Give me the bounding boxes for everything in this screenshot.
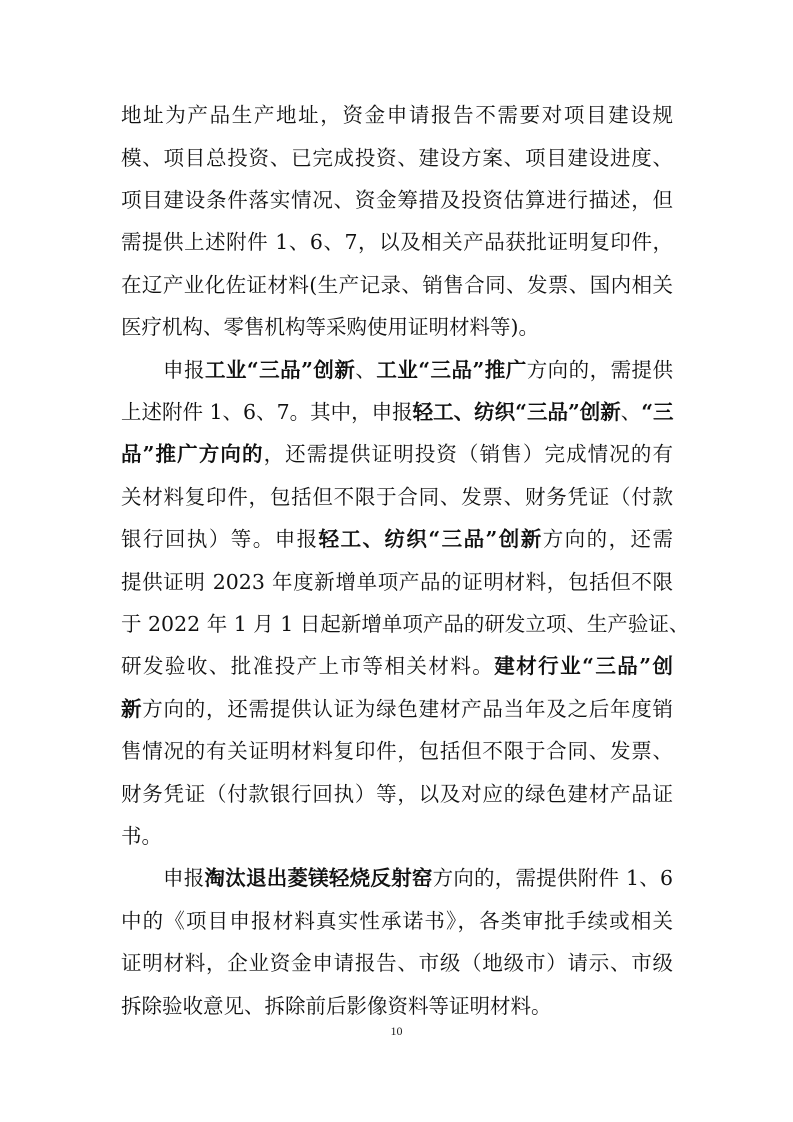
bold-term: “三 bbox=[641, 400, 674, 424]
text-line bbox=[121, 95, 673, 135]
bold-term: 轻工、纺织“三品”创新 bbox=[412, 400, 621, 424]
text-line bbox=[121, 477, 673, 517]
text-run: 、 bbox=[355, 358, 377, 382]
text-line bbox=[121, 307, 673, 347]
text-line bbox=[121, 222, 673, 262]
text-run: 医疗机构、零售机构等采购使用证明材料等)。 bbox=[121, 315, 539, 339]
bold-term: 工业“三品”推广 bbox=[376, 358, 527, 382]
text-run: 项目建设条件落实情况、资金筹措及投资估算进行描述，但 bbox=[121, 188, 673, 212]
text-line bbox=[121, 731, 673, 771]
text-run: 地址为产品生产地址，资金申请报告不需要对项目建设规 bbox=[121, 103, 673, 127]
bold-term: 淘汰退出菱镁轻烧反射窑 bbox=[204, 866, 433, 890]
text-run: 关材料复印件，包括但不限于合同、发票、财务凭证（付款 bbox=[121, 485, 673, 509]
bold-term: 新 bbox=[121, 697, 143, 721]
text-run: ，还需提供证明投资（销售）完成情况的有 bbox=[263, 442, 674, 466]
page-number: 10 bbox=[390, 1024, 403, 1038]
text-run: 方向的，需提供附件 1、6 bbox=[432, 866, 674, 890]
text-run: 银行回执）等。申报 bbox=[121, 527, 319, 551]
text-line bbox=[121, 392, 673, 432]
text-line bbox=[163, 350, 673, 390]
text-line bbox=[121, 646, 673, 686]
text-run: 方向的，还需提供认证为绿色建材产品当年及之后年度销 bbox=[142, 697, 674, 721]
text-run: 、 bbox=[620, 400, 642, 424]
bold-term: 品”推广方向的 bbox=[121, 442, 264, 466]
text-run: 方向的，还需 bbox=[542, 527, 673, 551]
text-run: 书。 bbox=[121, 824, 162, 848]
text-run: 方向的，需提供 bbox=[526, 358, 674, 382]
text-run: 上述附件 1、6、7。其中，申报 bbox=[121, 400, 413, 424]
bold-term: 建材行业“三品”创 bbox=[494, 654, 673, 678]
text-run: 申报 bbox=[163, 866, 205, 890]
text-line bbox=[121, 519, 673, 559]
text-line bbox=[121, 562, 673, 602]
text-line bbox=[121, 265, 673, 305]
text-line bbox=[163, 858, 673, 898]
text-run: 在辽产业化佐证材料(生产记录、销售合同、发票、国内相关 bbox=[121, 273, 673, 297]
text-line bbox=[121, 774, 673, 814]
text-run: 财务凭证（付款银行回执）等，以及对应的绿色建材产品证 bbox=[121, 782, 673, 806]
text-run: 提供证明 2023 年度新增单项产品的证明材料，包括但不限 bbox=[121, 570, 673, 594]
text-line bbox=[121, 604, 690, 644]
text-line bbox=[121, 986, 673, 1026]
text-run: 中的《项目申报材料真实性承诺书》，各类审批手续或相关 bbox=[121, 909, 673, 933]
text-run: 模、项目总投资、已完成投资、建设方案、项目建设进度、 bbox=[121, 146, 673, 170]
text-line bbox=[121, 689, 673, 729]
bold-term: 工业“三品”创新 bbox=[204, 358, 356, 382]
text-line bbox=[121, 901, 673, 941]
text-line bbox=[121, 816, 673, 856]
text-run: 需提供上述附件 1、6、7，以及相关产品获批证明复印件， bbox=[121, 230, 673, 254]
bold-term: 轻工、纺织“三品”创新 bbox=[318, 527, 543, 551]
text-run: 拆除验收意见、拆除前后影像资料等证明材料。 bbox=[121, 994, 552, 1018]
text-line bbox=[121, 434, 673, 474]
text-run: 于 2022 年 1 月 1 日起新增单项产品的研发立项、生产验证、 bbox=[121, 612, 690, 636]
text-line bbox=[121, 180, 673, 220]
text-run: 研发验收、批准投产上市等相关材料。 bbox=[121, 654, 495, 678]
text-line bbox=[121, 138, 673, 178]
text-run: 售情况的有关证明材料复印件，包括但不限于合同、发票、 bbox=[121, 739, 673, 763]
text-run: 证明材料，企业资金申请报告、市级（地级市）请示、市级 bbox=[121, 951, 673, 975]
text-line bbox=[121, 943, 673, 983]
text-run: 申报 bbox=[163, 358, 205, 382]
